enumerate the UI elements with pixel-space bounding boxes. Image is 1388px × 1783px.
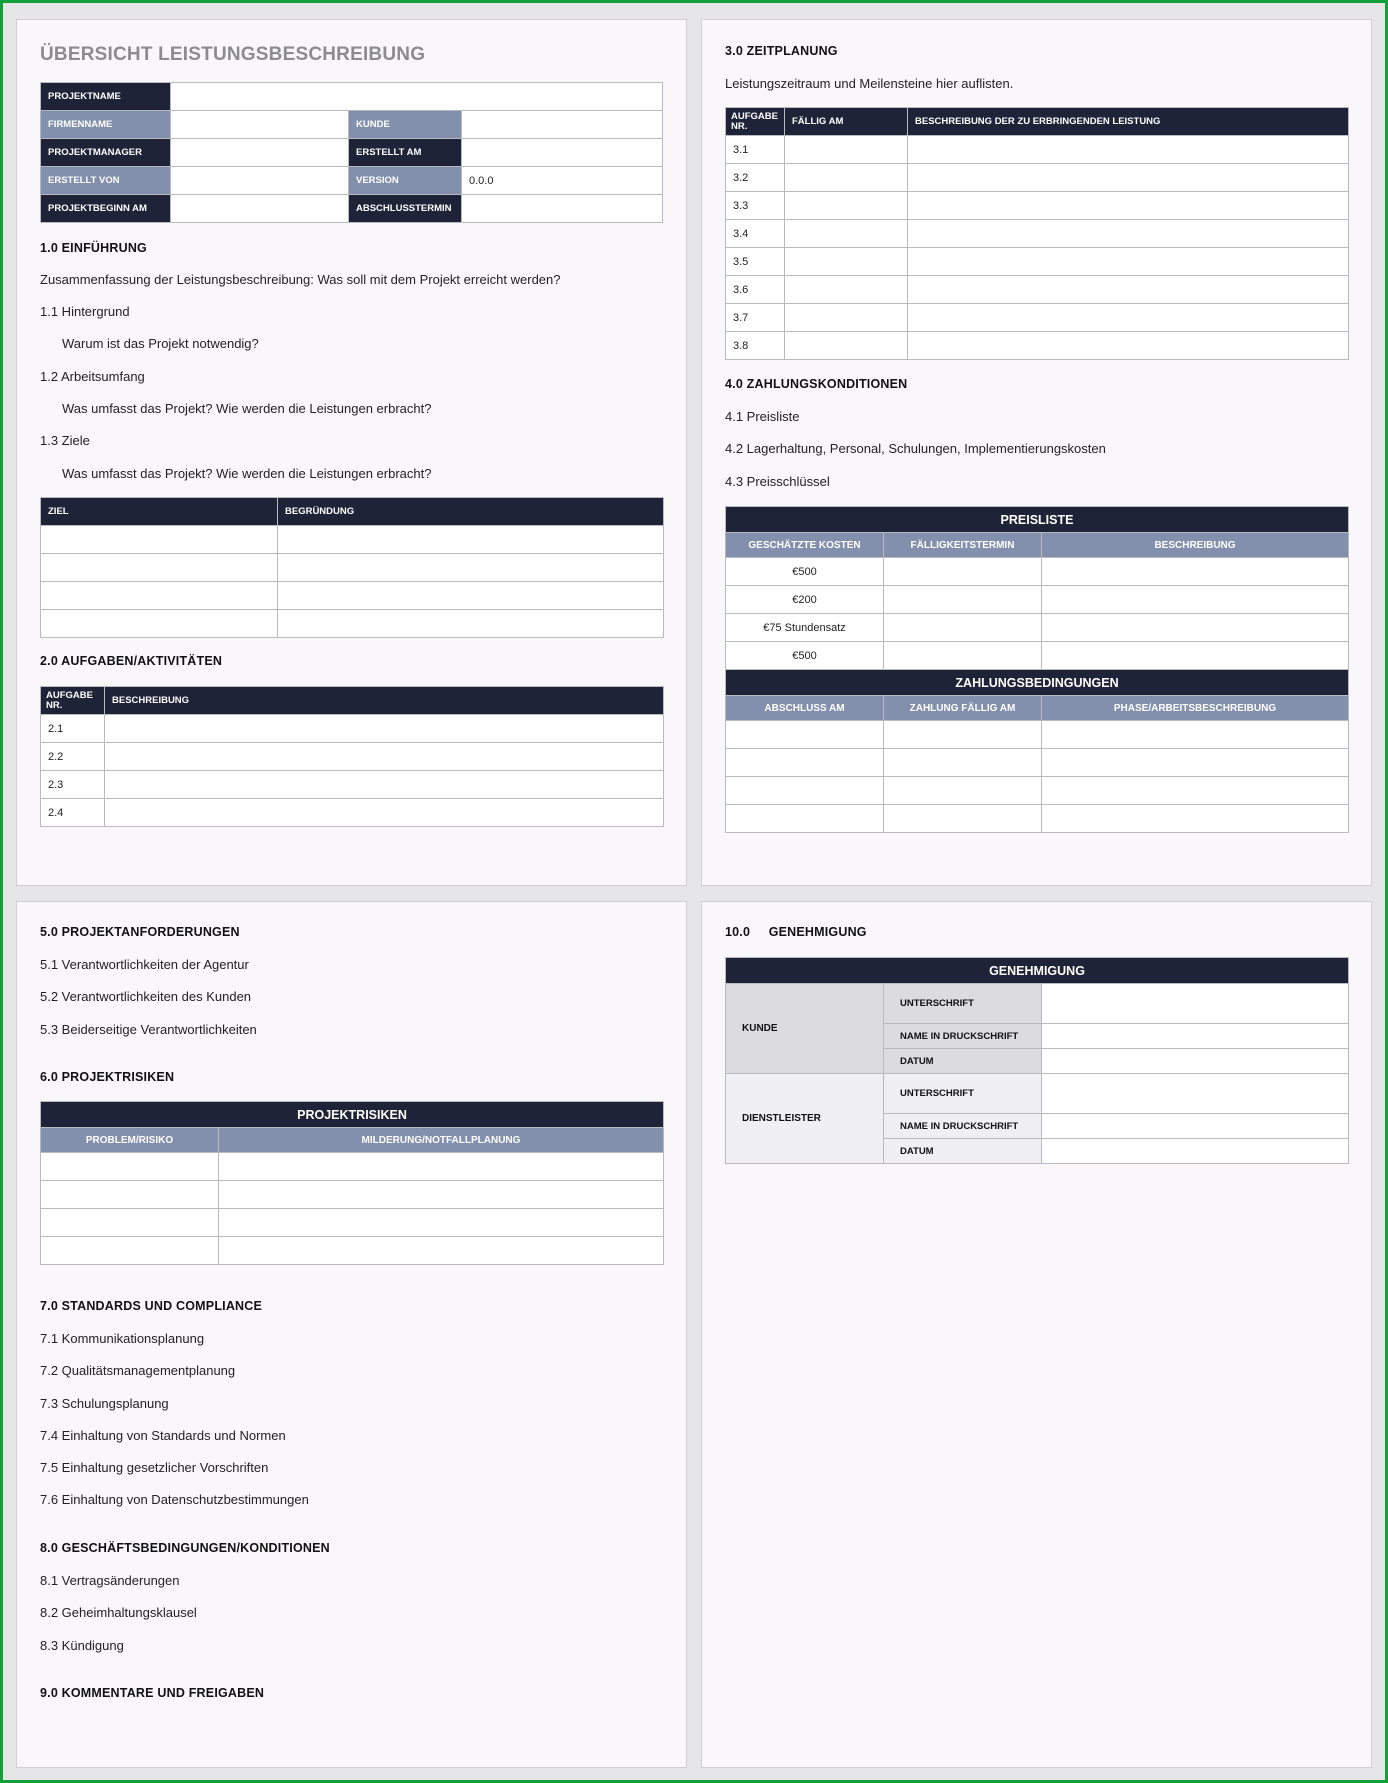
payment-banner: ZAHLUNGSBEDINGUNGEN: [726, 670, 1349, 696]
goals-table: [40, 497, 664, 638]
section-5-1: 5.1 Verantwortlichkeiten der Agentur: [40, 957, 249, 972]
section-7-1: 7.1 Kommunikationsplanung: [40, 1331, 205, 1346]
section-5-heading: 5.0 PROJEKTANFORDERUNGEN: [40, 925, 240, 939]
page-4: [701, 901, 1372, 1768]
label-company: FIRMENNAME: [41, 111, 171, 139]
client-sign-label: UNTERSCHRIFT: [884, 984, 1042, 1024]
payment-col-completion: ABSCHLUSS AM: [726, 696, 884, 721]
section-10-label: GENEHMIGUNG: [768, 925, 867, 939]
table-row: 2.2: [41, 743, 664, 771]
section-6-heading: 6.0 PROJEKTRISIKEN: [40, 1070, 175, 1084]
table-row: 2.1: [41, 715, 664, 743]
schedule-col-due: FÄLLIG AM: [785, 108, 908, 136]
section-2-heading: 2.0 AUFGABEN/AKTIVITÄTEN: [40, 654, 223, 668]
table-row: [41, 1209, 664, 1237]
schedule-col-desc: BESCHREIBUNG DER ZU ERBRINGENDEN LEISTUNG: [908, 108, 1349, 136]
company-field[interactable]: [171, 111, 349, 139]
table-row: [41, 554, 664, 582]
tasks-table: [40, 686, 664, 827]
tasks-col-nr: AUFGABE NR.: [41, 687, 105, 715]
section-8-3: 8.3 Kündigung: [40, 1638, 124, 1653]
table-row: 2.3: [41, 771, 664, 799]
page-3: [16, 901, 687, 1768]
table-row: [726, 777, 1349, 805]
section-4-3: 4.3 Preisschlüssel: [725, 474, 830, 489]
section-5-2: 5.2 Verantwortlichkeiten des Kunden: [40, 989, 252, 1004]
label-end: ABSCHLUSSTERMIN: [349, 195, 462, 223]
section-3-heading: 3.0 ZEITPLANUNG: [725, 44, 838, 58]
table-row: [41, 1181, 664, 1209]
page-2: [701, 19, 1372, 886]
table-row: 3.6: [726, 276, 1349, 304]
table-row: [41, 526, 664, 554]
section-1-1-text: Warum ist das Projekt notwendig?: [62, 336, 259, 351]
client-name-label: NAME IN DRUCKSCHRIFT: [884, 1024, 1042, 1049]
payment-col-phase: PHASE/ARBEITSBESCHREIBUNG: [1042, 696, 1349, 721]
section-8-heading: 8.0 GESCHÄFTSBEDINGUNGEN/KONDITIONEN: [40, 1541, 330, 1555]
section-4-2: 4.2 Lagerhaltung, Personal, Schulungen, Implementierungskosten: [725, 441, 1106, 456]
table-row: 3.2: [726, 164, 1349, 192]
provider-sign-field[interactable]: [1042, 1074, 1349, 1114]
section-7-2: 7.2 Qualitätsmanagementplanung: [40, 1363, 236, 1378]
section-1-heading: 1.0 EINFÜHRUNG: [40, 241, 147, 255]
label-version: VERSION: [349, 167, 462, 195]
label-created-by: ERSTELLT VON: [41, 167, 171, 195]
party-client: KUNDE: [726, 984, 884, 1074]
provider-date-field[interactable]: [1042, 1139, 1349, 1164]
table-row: 3.4: [726, 220, 1349, 248]
label-manager: PROJEKTMANAGER: [41, 139, 171, 167]
section-4-heading: 4.0 ZAHLUNGSKONDITIONEN: [725, 377, 908, 391]
schedule-col-nr: AUFGABE NR.: [726, 108, 785, 136]
payment-col-due: ZAHLUNG FÄLLIG AM: [884, 696, 1042, 721]
table-row: 3.8: [726, 332, 1349, 360]
table-row: [41, 1237, 664, 1265]
client-field[interactable]: [462, 111, 663, 139]
price-col-due: FÄLLIGKEITSTERMIN: [884, 533, 1042, 558]
tasks-col-desc: BESCHREIBUNG: [105, 687, 664, 715]
provider-name-field[interactable]: [1042, 1114, 1349, 1139]
table-row: [41, 610, 664, 638]
section-7-3: 7.3 Schulungsplanung: [40, 1396, 169, 1411]
section-3-text: Leistungszeitraum und Meilensteine hier auflisten.: [725, 76, 1014, 91]
project-header-table: [40, 82, 663, 223]
project-name-field[interactable]: [171, 83, 663, 111]
section-8-1: 8.1 Vertragsänderungen: [40, 1573, 180, 1588]
section-10-heading: [725, 925, 867, 939]
risks-banner: PROJEKTRISIKEN: [41, 1102, 664, 1128]
table-row: €200: [726, 586, 1349, 614]
section-7-4: 7.4 Einhaltung von Standards und Normen: [40, 1428, 286, 1443]
label-created-on: ERSTELLT AM: [349, 139, 462, 167]
price-banner: PREISLISTE: [726, 507, 1349, 533]
document-title: ÜBERSICHT LEISTUNGSBESCHREIBUNG: [40, 44, 426, 65]
client-date-label: DATUM: [884, 1049, 1042, 1074]
table-row: 3.1: [726, 136, 1349, 164]
provider-date-label: DATUM: [884, 1139, 1042, 1164]
client-date-field[interactable]: [1042, 1049, 1349, 1074]
risks-col-mitigation: MILDERUNG/NOTFALLPLANUNG: [219, 1128, 664, 1153]
section-1-1-heading: 1.1 Hintergrund: [40, 304, 130, 319]
provider-sign-label: UNTERSCHRIFT: [884, 1074, 1042, 1114]
section-4-1: 4.1 Preisliste: [725, 409, 800, 424]
label-project-name: PROJEKTNAME: [41, 83, 171, 111]
manager-field[interactable]: [171, 139, 349, 167]
table-row: [726, 721, 1349, 749]
provider-name-label: NAME IN DRUCKSCHRIFT: [884, 1114, 1042, 1139]
section-1-2-text: Was umfasst das Projekt? Wie werden die Leistungen erbracht?: [62, 401, 432, 416]
client-name-field[interactable]: [1042, 1024, 1349, 1049]
price-col-desc: BESCHREIBUNG: [1042, 533, 1349, 558]
section-1-3-heading: 1.3 Ziele: [40, 433, 90, 448]
approval-table: [725, 957, 1349, 1164]
page-1: [16, 19, 687, 886]
table-row: [726, 805, 1349, 833]
table-row: 3.7: [726, 304, 1349, 332]
section-1-summary: Zusammenfassung der Leistungsbeschreibung: Was soll mit dem Projekt erreicht werden?: [40, 272, 561, 287]
table-row: €75 Stundensatz: [726, 614, 1349, 642]
price-col-cost: GESCHÄTZTE KOSTEN: [726, 533, 884, 558]
section-5-3: 5.3 Beiderseitige Verantwortlichkeiten: [40, 1022, 257, 1037]
section-1-2-heading: 1.2 Arbeitsumfang: [40, 369, 145, 384]
created-on-field[interactable]: [462, 139, 663, 167]
label-client: KUNDE: [349, 111, 462, 139]
section-7-heading: 7.0 STANDARDS UND COMPLIANCE: [40, 1299, 263, 1313]
risks-col-problem: PROBLEM/RISIKO: [41, 1128, 219, 1153]
table-row: [41, 582, 664, 610]
section-1-3-text: Was umfasst das Projekt? Wie werden die Leistungen erbracht?: [62, 466, 432, 481]
start-field[interactable]: [171, 195, 349, 223]
schedule-table: [725, 107, 1349, 360]
goals-col-goal: ZIEL: [41, 498, 278, 526]
party-provider: DIENSTLEISTER: [726, 1074, 884, 1164]
section-10-number: 10.0: [725, 925, 751, 939]
table-row: [41, 1153, 664, 1181]
end-field[interactable]: [462, 195, 663, 223]
table-row: €500: [726, 558, 1349, 586]
approval-banner: GENEHMIGUNG: [726, 958, 1349, 984]
section-8-2: 8.2 Geheimhaltungsklausel: [40, 1605, 197, 1620]
section-9-heading: 9.0 KOMMENTARE UND FREIGABEN: [40, 1686, 265, 1700]
goals-col-reason: BEGRÜNDUNG: [278, 498, 664, 526]
table-row: [726, 749, 1349, 777]
table-row: 2.4: [41, 799, 664, 827]
label-start: PROJEKTBEGINN AM: [41, 195, 171, 223]
risks-table: [40, 1101, 664, 1265]
section-7-5: 7.5 Einhaltung gesetzlicher Vorschriften: [40, 1460, 269, 1475]
client-sign-field[interactable]: [1042, 984, 1349, 1024]
price-table: [725, 506, 1349, 833]
section-7-6: 7.6 Einhaltung von Datenschutzbestimmungen: [40, 1492, 309, 1507]
table-row: 3.5: [726, 248, 1349, 276]
version-field[interactable]: 0.0.0: [462, 167, 663, 195]
created-by-field[interactable]: [171, 167, 349, 195]
table-row: €500: [726, 642, 1349, 670]
table-row: 3.3: [726, 192, 1349, 220]
